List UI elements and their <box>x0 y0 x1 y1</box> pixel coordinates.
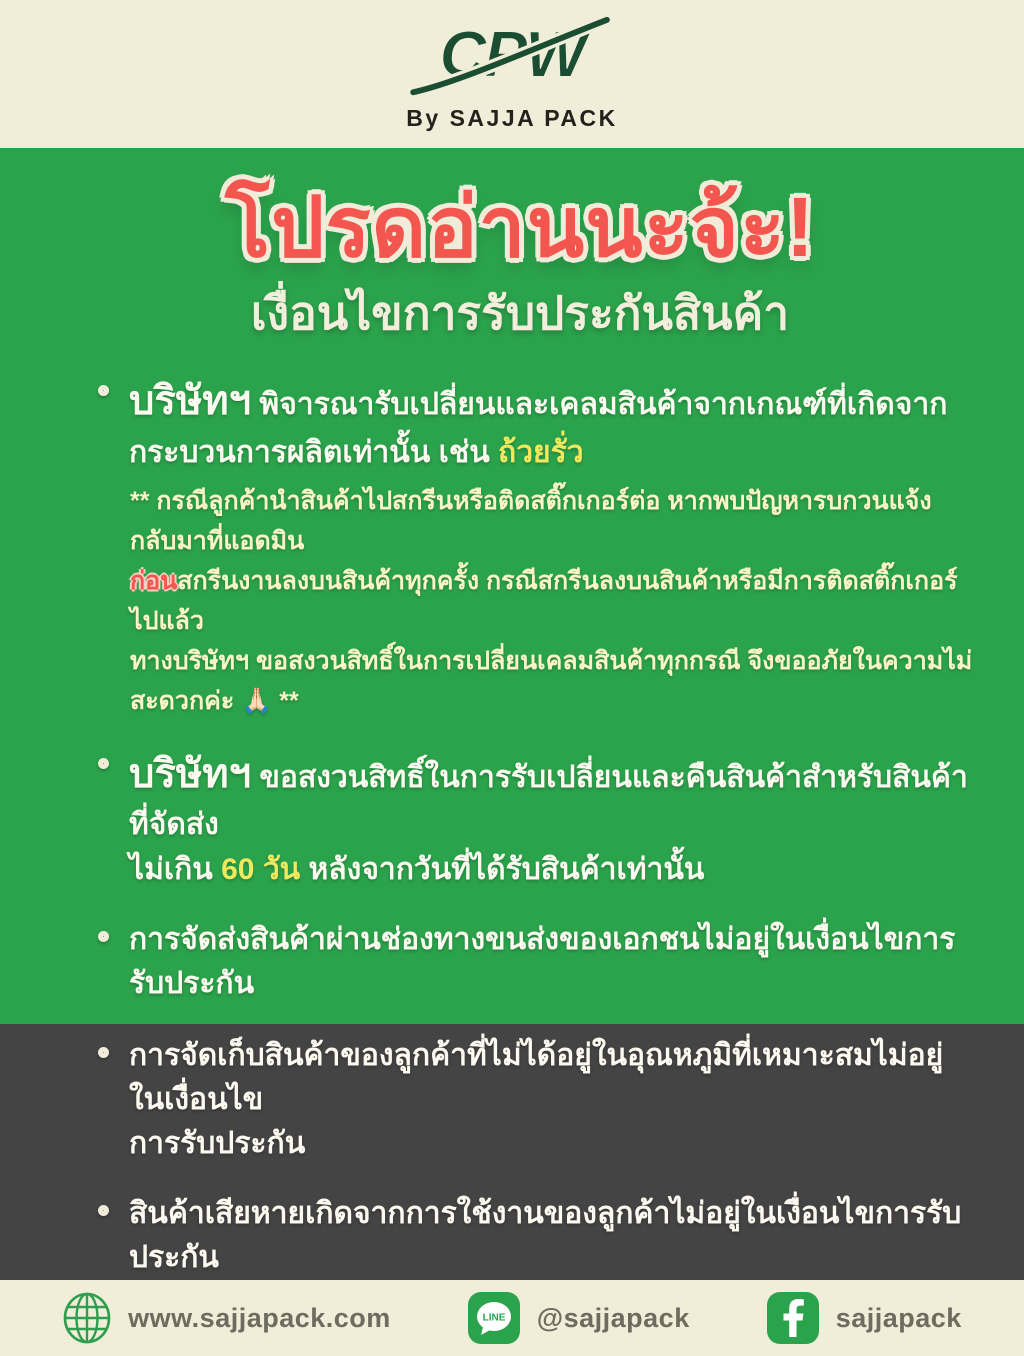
note-line <box>130 641 976 721</box>
list-item-return-window <box>98 745 976 892</box>
website-contact <box>62 1292 391 1344</box>
bullet-body: หลังจากวันที่ได้รับสินค้าเท่านั้น <box>300 852 705 886</box>
bullet-line2 <box>129 431 947 475</box>
highlight-before: ก่อน <box>130 566 178 595</box>
brand-byline: By SAJJA PACK <box>406 105 618 131</box>
page-title: โปรดอ่านนะจ้ะ! <box>225 180 815 274</box>
cpw-logo <box>397 14 627 104</box>
bullet-text <box>129 1034 976 1166</box>
company-lead: บริษัทฯ <box>129 751 252 796</box>
note-line <box>130 481 976 561</box>
list-item-customer-damage <box>98 1192 976 1280</box>
bullet-dot-icon <box>98 1205 109 1216</box>
list-item-private-shipping <box>98 918 976 1006</box>
bullet-body: ไม่เกิน <box>129 852 222 886</box>
bullet-dot-icon <box>98 1047 109 1058</box>
bullet-body: การรับประกัน <box>129 1126 306 1160</box>
globe-icon <box>62 1292 112 1344</box>
note-text: สกรีนงานลงบนสินค้าทุกครั้ง กรณีสกรีนลงบนสินค้าหรือมีการติดสติ๊กเกอร์ไปแล้ว <box>130 566 958 635</box>
line-icon <box>467 1291 521 1345</box>
highlight-60-days: 60 วัน <box>221 852 301 886</box>
bullet-body: กระบวนการผลิตเท่านั้น เช่น <box>129 435 499 469</box>
bullet-body: สินค้าเสียหายเกิดจากการใช้งานของลูกค้าไม่อยู่ในเงื่อนไขการรับประกัน <box>129 1197 962 1275</box>
bullet-line2 <box>129 1122 976 1166</box>
note-line <box>130 561 976 641</box>
bullet-text <box>129 918 976 1006</box>
main-content <box>0 148 1024 1280</box>
website-label: www.sajjapack.com <box>128 1302 391 1333</box>
page-subtitle: เงื่อนไขการรับประกันสินค้า <box>250 286 790 339</box>
line-contact <box>467 1291 690 1345</box>
logo-text: CPW <box>439 18 585 91</box>
bullet-body: ขอสงวนสิทธิ์ในการรับเปลี่ยนและคืนสินค้าสำหรับสินค้าที่จัดส่ง <box>129 760 968 842</box>
facebook-icon <box>766 1291 820 1345</box>
bullet-body: การจัดส่งสินค้าผ่านช่องทางขนส่งของเอกชนไม่อยู่ในเงื่อนไขการรับประกัน <box>129 922 956 1000</box>
bullet-body: พิจารณารับเปลี่ยนและเคลมสินค้าจากเกณฑ์ที่เกิดจาก <box>251 387 948 421</box>
company-lead: บริษัทฯ <box>129 378 252 423</box>
note-text: ** กรณีลูกค้านำสินค้าไปสกรีนหรือติดสติ๊กเกอร์ต่อ หากพบปัญหารบกวนแจ้งกลับมาที่แอดมิน <box>130 486 932 555</box>
contact-footer <box>0 1280 1024 1356</box>
list-item-storage-temperature <box>98 1034 976 1166</box>
bullet-line2 <box>129 848 976 892</box>
warranty-conditions-list <box>98 372 976 1281</box>
bullet-body: การจัดเก็บสินค้าของลูกค้าที่ไม่ได้อยู่ในอุณหภูมิที่เหมาะสมไม่อยู่ในเงื่อนไข <box>129 1038 944 1116</box>
line-icon-text: LINE <box>482 1312 506 1324</box>
line-label: @sajjapack <box>536 1302 690 1333</box>
facebook-label: sajjapack <box>835 1302 962 1333</box>
note-text: ทางบริษัทฯ ขอสงวนสิทธิ์ในการเปลี่ยนเคลมสินค้าทุกกรณี จึงขออภัยในความไม่สะดวกค่ะ 🙏🏻 ** <box>130 646 973 715</box>
list-item-production-defects <box>98 372 976 475</box>
bullet-dot-icon <box>98 758 109 769</box>
bullet-text <box>129 372 947 475</box>
bullet-dot-icon <box>98 931 109 942</box>
bullet-dot-icon <box>98 385 109 396</box>
screen-print-note <box>130 481 976 721</box>
bullet-text <box>129 745 976 892</box>
bullet-text <box>129 1192 976 1280</box>
header <box>0 0 1024 148</box>
highlight-leaky-cup: ถ้วยรั่ว <box>498 435 584 469</box>
facebook-contact <box>766 1291 962 1345</box>
